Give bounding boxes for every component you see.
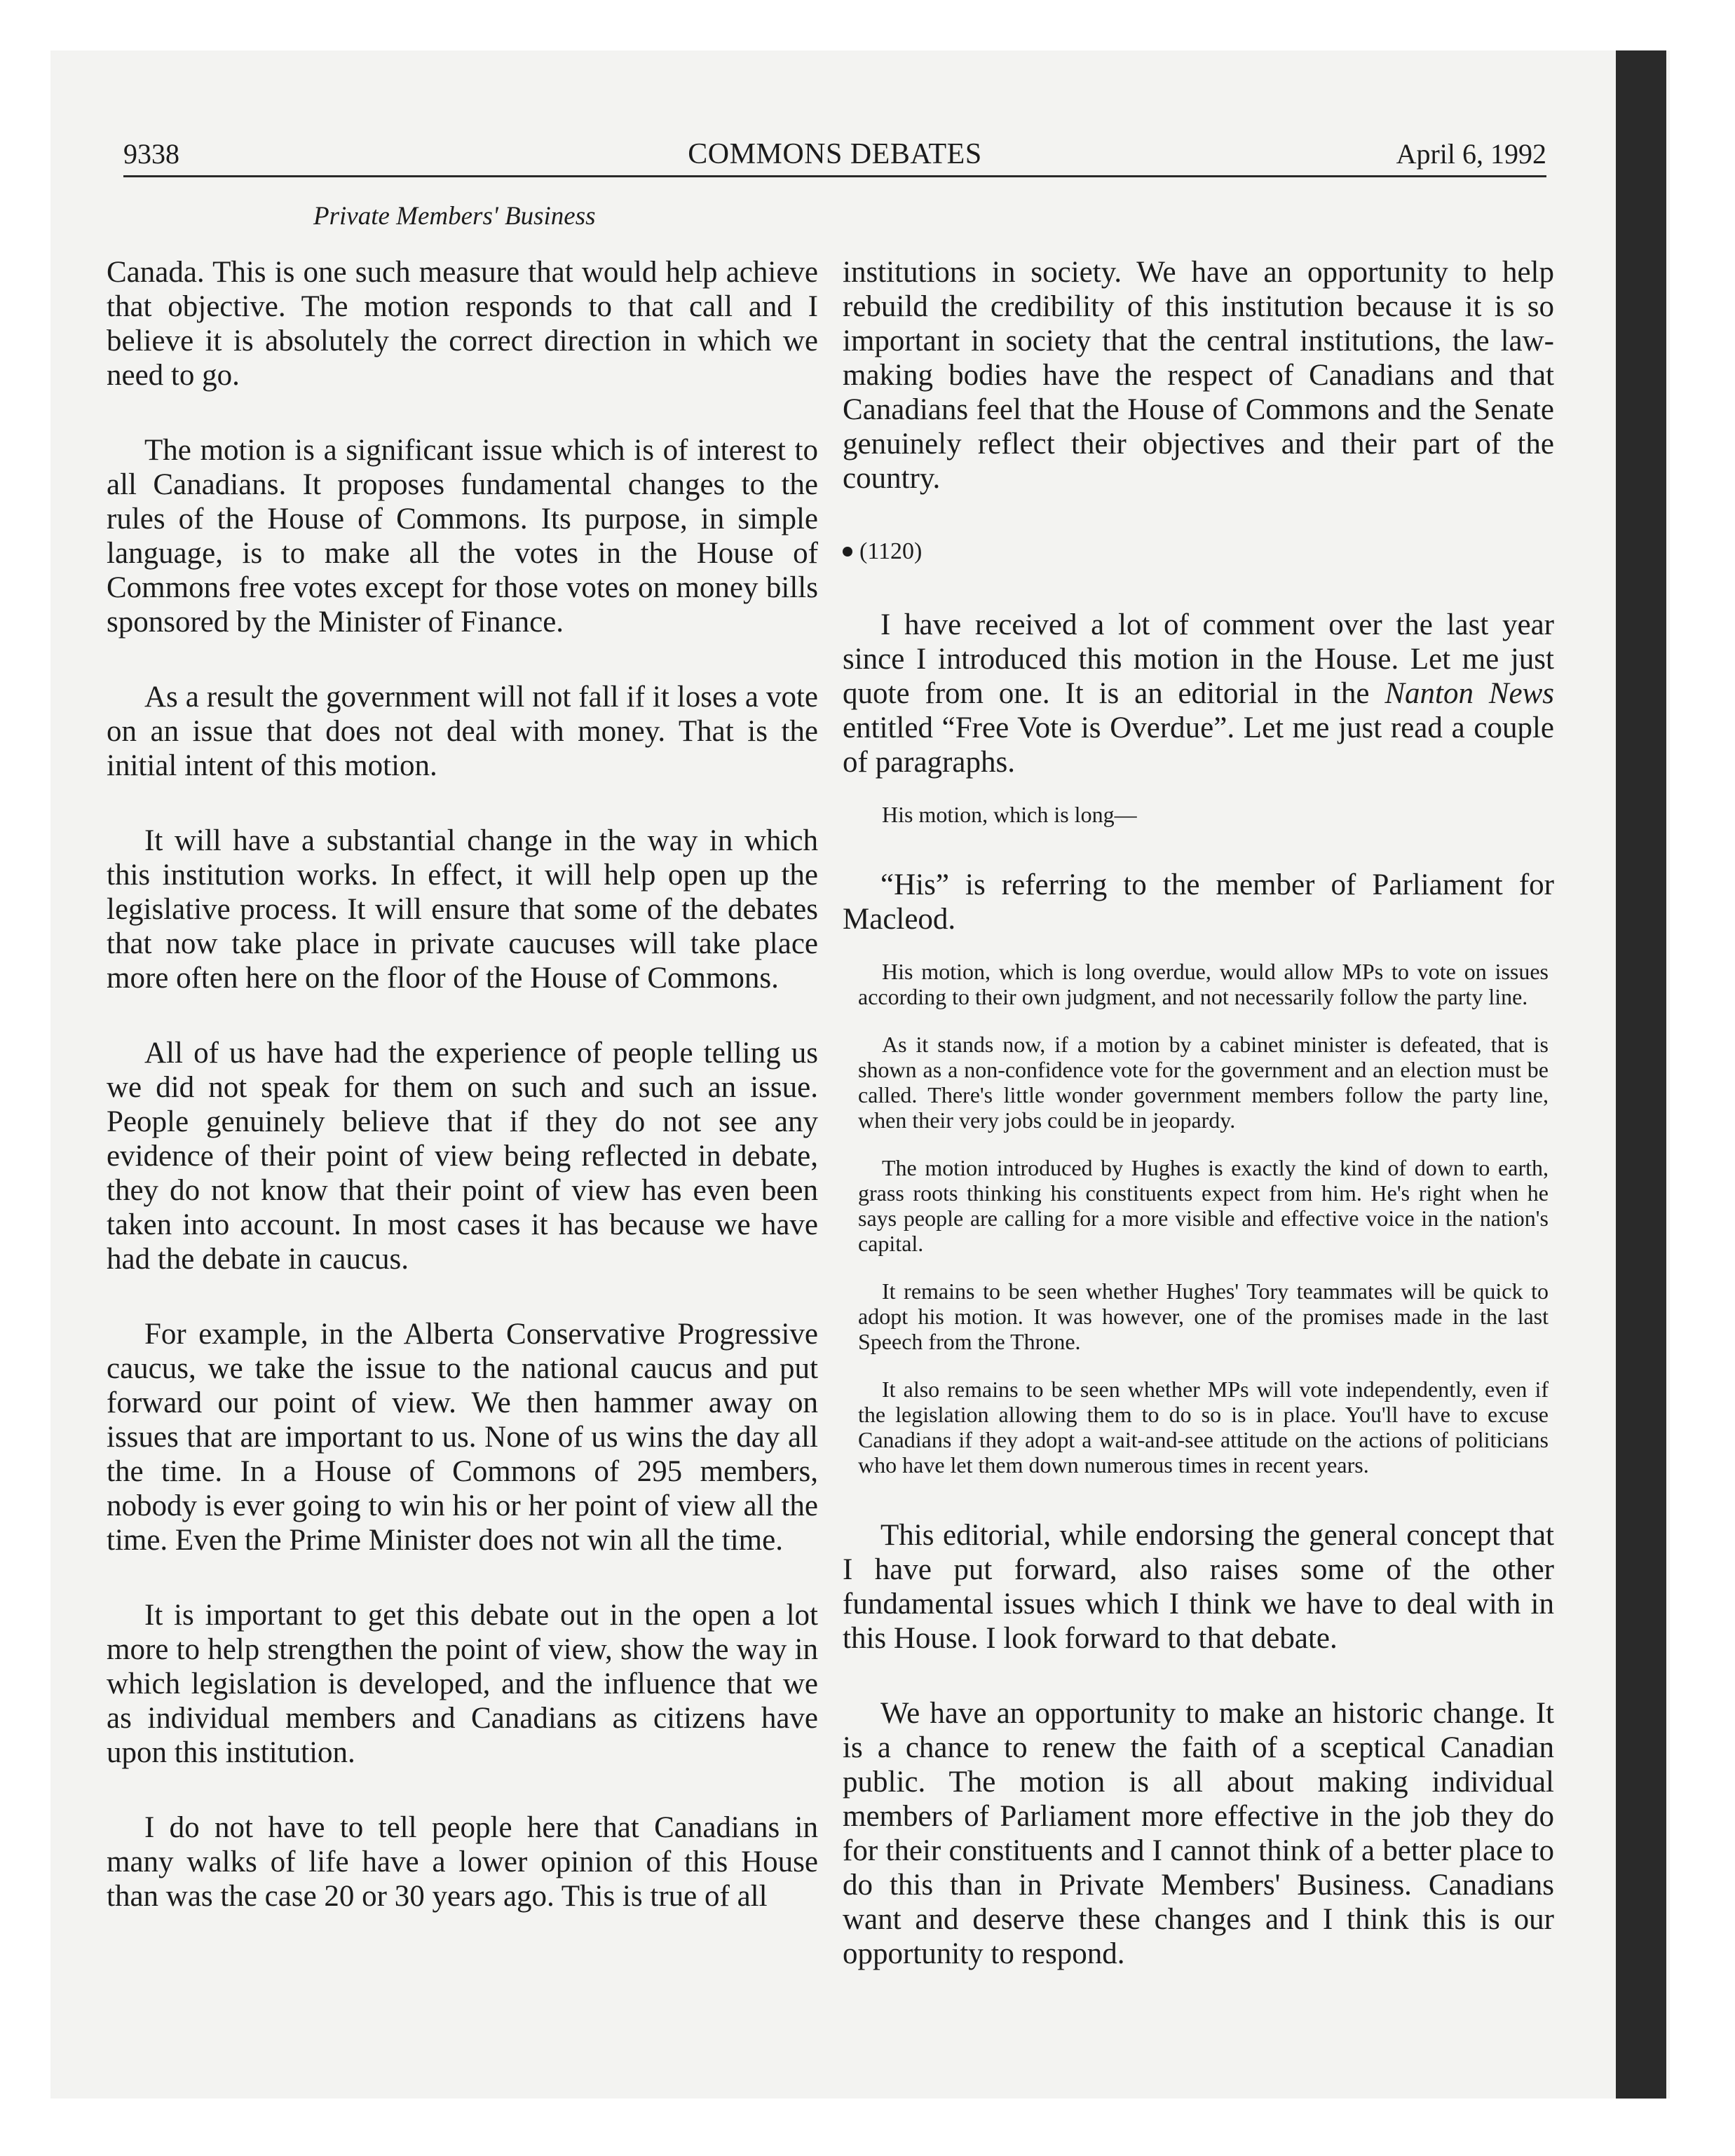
page-header: [123, 133, 1546, 177]
quotation: It also remains to be seen whether MPs will vote independently, even if the legislation allowing them to do so is in place. You'll have to excuse Canadians if they adopt a wait-and-see attitude on the actions of politicians who have let them down numerous times in recent years.: [858, 1377, 1549, 1478]
quotation: The motion introduced by Hughes is exactly the kind of down to earth, grass roots thinking his constituents expect from him. He's right when he says people are calling for a more visible and effective voice in the nation's capital.: [858, 1155, 1549, 1256]
paragraph: For example, in the Alberta Conservative Progressive caucus, we take the issue to the national caucus and put forward our point of view. We then hammer away on issues that are important to us. None of us wins the day all the time. In a House of Commons of 295 members, nobody is ever going to win his or her point of view all the time. Even the Prime Minister does not win all the time.: [107, 1318, 818, 1557]
paragraph: Canada. This is one such measure that would help achieve that objective. The motion responds to that call and I believe it is absolutely the correct direction in which we need to go.: [107, 256, 818, 392]
paragraph: It is important to get this debate out in the open a lot more to help strengthen the point of view, show the way in which legislation is developed, and the influence that we as individual members and Canadians as citizens have upon this institution.: [107, 1599, 818, 1769]
timestamp: (1120): [859, 538, 923, 564]
quotation: It remains to be seen whether Hughes' Tory teammates will be quick to adopt his motion. It was however, one of the promises made in the last Speech from the Throne.: [858, 1278, 1549, 1354]
paragraph: All of us have had the experience of people telling us we did not speak for them on such and such an issue. People genuinely believe that if they do not see any evidence of their point of view being reflected in debate, they do not know that their point of view has even been taken into account. In most cases it has because we have had the debate in caucus.: [107, 1037, 818, 1276]
paragraph: institutions in society. We have an opportunity to help rebuild the credibility of this institution because it is so important in society that the central institutions, the law-making bodies have the respect of Canadians and that Canadians feel that the House of Commons and the Senate genuinely reflect their objectives and their part of the country.: [843, 256, 1554, 495]
paragraph-text: I have received a lot of comment over the last year since I introduced this motion in the House. Let me just quote from one. It is an editorial in the: [843, 608, 1554, 710]
scan-edge-shadow: [1616, 50, 1666, 2099]
publication-name: Nanton News: [1384, 677, 1554, 710]
paragraph: I do not have to tell people here that Canadians in many walks of life have a lower opinion of this House than was the case 20 or 30 years ago. This is true of all: [107, 1811, 818, 1913]
bullet-icon: [843, 547, 852, 557]
right-column: [843, 255, 1554, 1971]
paragraph: It will have a substantial change in the way in which this institution works. In effect, it will help open up the legislative process. It will ensure that some of the debates that now take place in private caucuses will take place more often here on the floor of the House of Commons.: [107, 824, 818, 995]
paragraph: As a result the government will not fall if it loses a vote on an issue that does not deal with money. That is the initial intent of this motion.: [107, 681, 818, 782]
paragraph: The motion is a significant issue which is of interest to all Canadians. It proposes fundamental changes to the rules of the House of Commons. Its purpose, in simple language, is to make all the votes in the House of Commons free votes except for those votes on money bills sponsored by the Minister of Finance.: [107, 434, 818, 639]
quotation: As it stands now, if a motion by a cabinet minister is defeated, that is shown as a non-confidence vote for the government and an election must be called. There's little wonder government members follow the party line, when their very jobs could be in jeopardy.: [858, 1032, 1549, 1133]
paragraph: We have an opportunity to make an historic change. It is a chance to renew the faith of a sceptical Canadian public. The motion is all about making individual members of Parliament more effective in the job they do for their constituents and I cannot think of a better place to do this than in Private Members' Business. Canadians want and deserve these changes and I think this is our opportunity to respond.: [843, 1697, 1554, 1970]
section-title: Private Members' Business: [313, 202, 596, 231]
paragraph: [843, 608, 1554, 779]
left-column: [107, 255, 818, 1913]
quotation: His motion, which is long overdue, would allow MPs to vote on issues according to their own judgment, and not necessarily follow the party line.: [858, 959, 1549, 1009]
document-page: [50, 50, 1670, 2099]
paragraph-text: entitled “Free Vote is Overdue”. Let me just read a couple of paragraphs.: [843, 711, 1554, 779]
page-number: 9338: [123, 138, 179, 170]
quotation: His motion, which is long—: [882, 802, 1137, 827]
paragraph: “His” is referring to the member of Parliament for Macleod.: [843, 868, 1554, 936]
paragraph: This editorial, while endorsing the general concept that I have put forward, also raises some of the other fundamental issues which I think we have to deal with in this House. I look forward to that debate.: [843, 1519, 1554, 1655]
publication-date: April 6, 1992: [1396, 138, 1546, 170]
time-marker: [843, 536, 1554, 567]
journal-title: COMMONS DEBATES: [688, 138, 982, 170]
